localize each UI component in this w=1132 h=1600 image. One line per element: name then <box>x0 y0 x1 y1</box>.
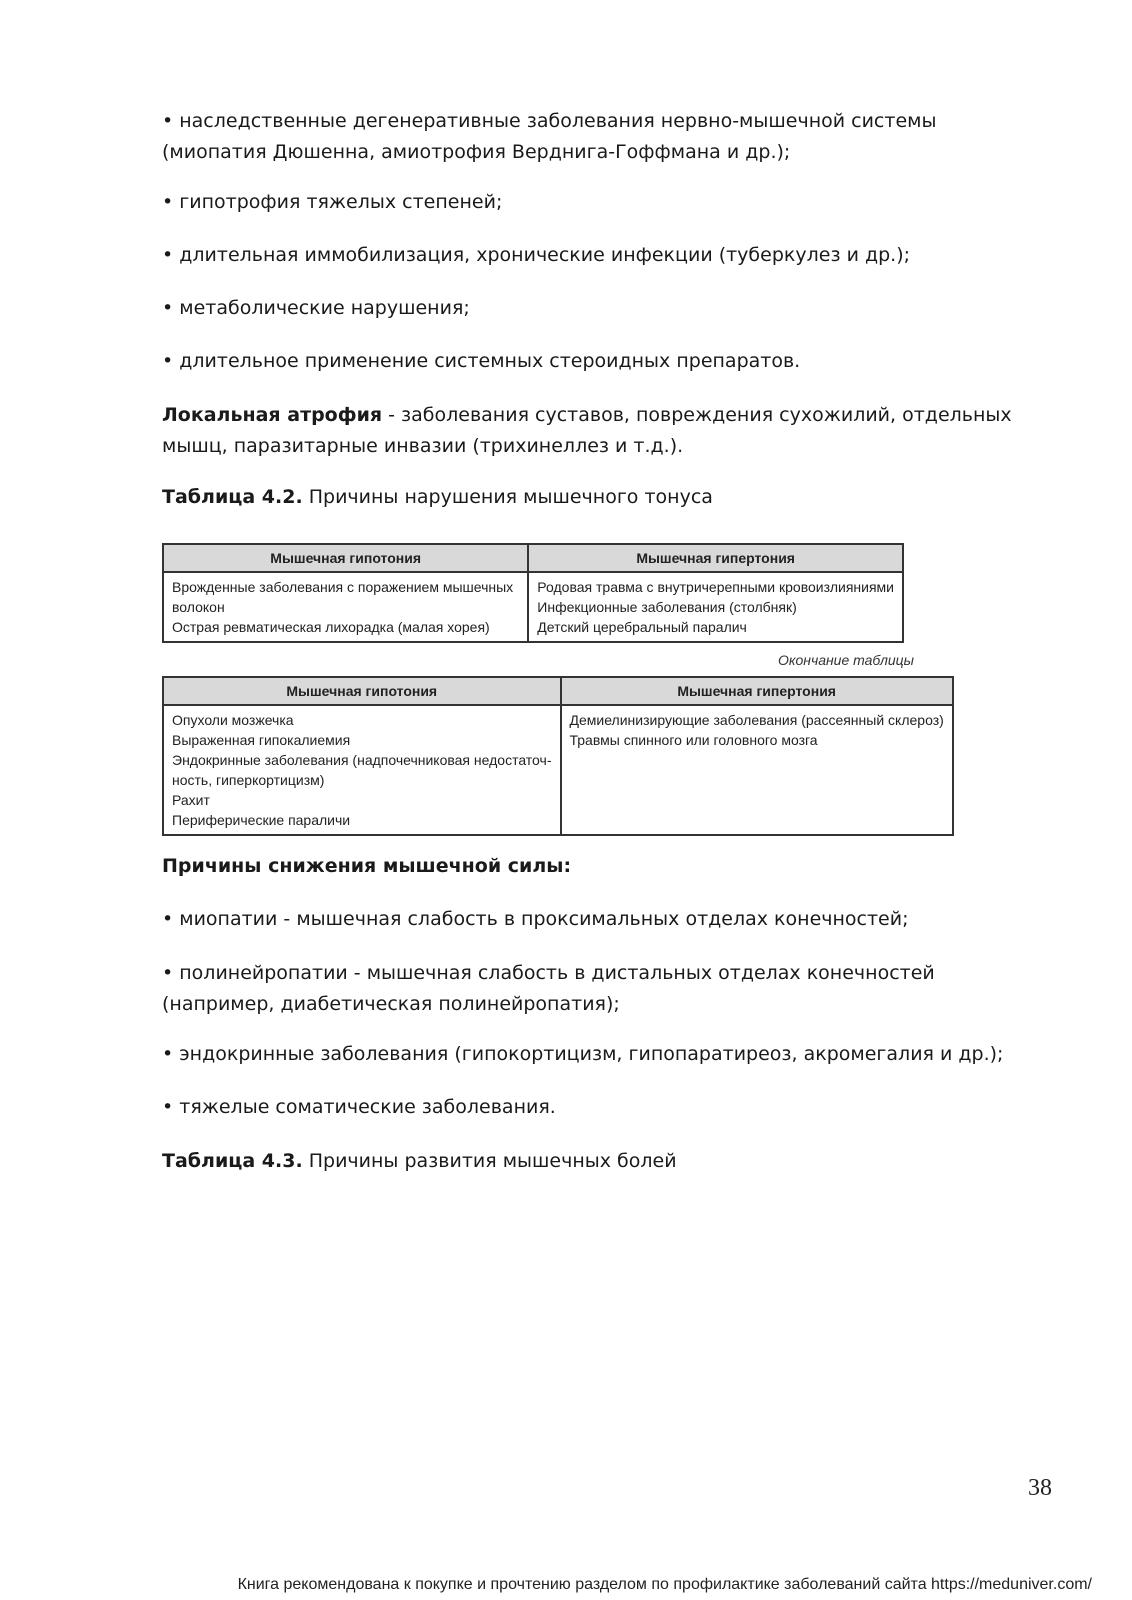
table-4-2-caption <box>162 482 1042 513</box>
cell-line: ность, гиперкортицизм) <box>172 772 325 788</box>
cell-line: Инфекционные заболевания (столбняк) <box>537 599 797 615</box>
cell-line: Врожденные заболевания с поражением мышечных <box>172 579 514 595</box>
local-atrophy-text: - заболевания суставов, повреждения сухожилий, отдельных мышц, паразитарные инвазии (трихинеллез и т.д.). <box>162 404 1012 457</box>
table-cell-hypotonia <box>163 572 528 642</box>
table-4-2-part2 <box>162 676 954 836</box>
cell-line: Травмы спинного или головного мозга <box>569 732 818 748</box>
footer-note: Книга рекомендована к покупке и прочтению разделом по профилактике заболеваний сайта https://meduniver.com/ <box>237 1576 1092 1593</box>
continuation-note: Окончание таблицы <box>777 652 914 668</box>
cell-line: Детский церебральный паралич <box>537 619 747 635</box>
table-header-hypertonia: Мышечная гипертония <box>561 677 953 705</box>
cell-line: волокон <box>172 599 225 615</box>
cell-line: Рахит <box>172 792 210 808</box>
table-4-3-caption <box>162 1146 1042 1177</box>
page-number: 38 <box>1028 1475 1052 1501</box>
cell-line: Острая ревматическая лихорадка (малая хорея) <box>172 619 490 635</box>
strength-heading: Причины снижения мышечной силы: <box>162 855 572 877</box>
table-cell-hypotonia <box>163 705 561 835</box>
local-atrophy-paragraph <box>162 400 1042 462</box>
bullet-somatic: • тяжелые соматические заболевания. <box>162 1096 556 1118</box>
cell-line: Периферические параличи <box>172 812 351 828</box>
table-4-2-label: Таблица 4.2. <box>162 486 303 508</box>
table-header-hypertonia: Мышечная гипертония <box>528 544 903 572</box>
bullet-myopathy: • миопатии - мышечная слабость в проксимальных отделах конечностей; <box>162 908 909 930</box>
table-header-hypotonia: Мышечная гипотония <box>163 677 561 705</box>
bullet-immobilization: • длительная иммобилизация, хронические инфекции (туберкулез и др.); <box>162 244 911 266</box>
bullet-polyneuropathy: • полинейропатии - мышечная слабость в дистальных отделах конечностей (например, диабетическая полинейропатия); <box>162 962 935 1015</box>
cell-line: Эндокринные заболевания (надпочечниковая недостаточ- <box>172 752 552 768</box>
table-cell-hypertonia <box>561 705 953 835</box>
bullet-endocrine: • эндокринные заболевания (гипокортицизм, гипопаратиреоз, акромегалия и др.); <box>162 1043 1004 1065</box>
cell-line: Опухоли мозжечка <box>172 712 294 728</box>
cell-line: Демиелинизирующие заболевания (рассеянный склероз) <box>569 712 944 728</box>
table-header-hypotonia: Мышечная гипотония <box>163 544 528 572</box>
bullet-hypotrophy: • гипотрофия тяжелых степеней; <box>162 191 503 213</box>
table-4-2-part1 <box>162 543 904 643</box>
table-4-3-label: Таблица 4.3. <box>162 1150 303 1172</box>
local-atrophy-term: Локальная атрофия <box>162 404 383 426</box>
bullet-metabolic: • метаболические нарушения; <box>162 297 470 319</box>
table-4-2-title: Причины нарушения мышечного тонуса <box>302 486 713 508</box>
table-cell-hypertonia <box>528 572 903 642</box>
cell-line: Родовая травма с внутричерепными кровоизлияниями <box>537 579 894 595</box>
cell-line: Выраженная гипокалиемия <box>172 732 351 748</box>
bullet-hereditary: • наследственные дегенеративные заболевания нервно-мышечной системы (миопатия Дюшенна, амиотрофия Верднига-Гоффмана и др.); <box>162 110 937 163</box>
table-4-3-title: Причины развития мышечных болей <box>302 1150 677 1172</box>
bullet-steroids: • длительное применение системных стероидных препаратов. <box>162 350 801 372</box>
